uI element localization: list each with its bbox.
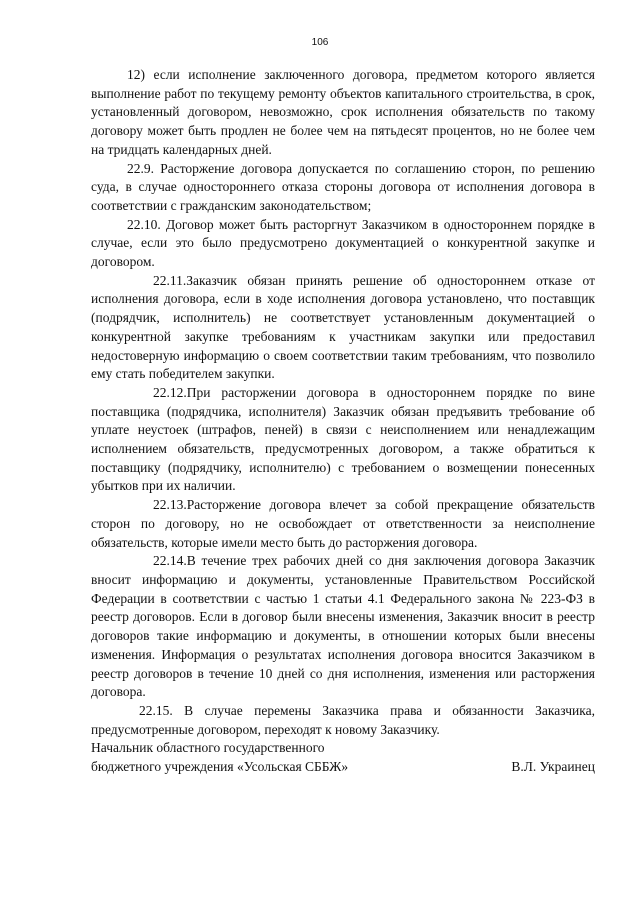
document-body <box>91 66 595 739</box>
clause-text: При расторжении договора в одностороннем порядке по вине поставщика (подрядчика, исполнителя) Заказчик обязан предъявить требование об уплате неустоек (штрафов, пеней) в связи с неисполнением или ненадлежащим исполнением обязательств, предусмотренных договором, а также обратиться к поставщику (подрядчику, исполнителю) с требованием о возмещении понесенных убытков при их наличии. <box>91 384 595 494</box>
signatory-row <box>91 757 595 776</box>
paragraph-22-14 <box>91 552 595 702</box>
page-number: 106 <box>311 37 329 48</box>
signatory-title-line2: бюджетного учреждения «Усольская СББЖ» <box>91 759 349 774</box>
paragraph-22-13 <box>91 496 595 552</box>
clause-number: 22.12. <box>153 384 187 400</box>
clause-number: 22.13. <box>153 497 187 513</box>
paragraph-22-12 <box>91 384 595 496</box>
paragraph-22-11 <box>91 272 595 384</box>
clause-text: В течение трех рабочих дней со дня заключения договора Заказчик вносит информацию и документы, установленные Правительством Российской Федерации в соответствии с частью 1 статьи 4.1 Федерального закона № 223-ФЗ в реестр договоров. Если в договор были внесены изменения, Заказчик вносит в реестр договоров такие информацию и документы, в отношении которых были внесены изменения. Информация о результатах исполнения договора вносится Заказчиком в реестр договоров в течение 10 дней со дня исполнения, изменения или расторжения договора. <box>91 553 595 700</box>
paragraph-22-9: 22.9. Расторжение договора допускается по соглашению сторон, по решению суда, в случае одностороннего отказа стороны договора от исполнения договора в соответствии с гражданским законодательством; <box>91 160 595 213</box>
clause-text: Заказчик обязан принять решение об одностороннем отказе от исполнения договора, если в ходе исполнения договора установлено, что поставщик (подрядчик, исполнитель) не соответствует установленным документацией о конкурентной закупке требованиям к участникам закупки или предоставил недостоверную информацию о своем соответствии таким требованиям, что позволило ему стать победителем закупки. <box>91 272 595 382</box>
signature-block <box>91 738 595 776</box>
paragraph-22-15: 22.15. В случае перемены Заказчика права и обязанности Заказчика, предусмотренные договором, переходят к новому Заказчику. <box>91 702 595 737</box>
signatory-name: В.Л. Украинец <box>511 759 595 774</box>
clause-text: Расторжение договора влечет за собой прекращение обязательств сторон по договору, но не освобождает от ответственности за неисполнение обязательств, которые имели место быть до расторжения договора. <box>91 497 595 550</box>
clause-number: 22.11. <box>153 272 187 288</box>
clause-number: 22.14. <box>153 553 187 569</box>
signatory-title-line1: Начальник областного государственного <box>91 740 325 755</box>
paragraph-22-10: 22.10. Договор может быть расторгнут Заказчиком в одностороннем порядке в случае, если это было предусмотрено документацией о конкурентной закупке и договором. <box>91 216 595 270</box>
paragraph-12: 12) если исполнение заключенного договора, предметом которого является выполнение работ по текущему ремонту объектов капитального строительства, в срок, установленный договором, невозможно, срок исполнения обязательств по такому договору может быть продлен не более чем на пятьдесят процентов, но не более чем на тридцать календарных дней. <box>91 67 595 157</box>
